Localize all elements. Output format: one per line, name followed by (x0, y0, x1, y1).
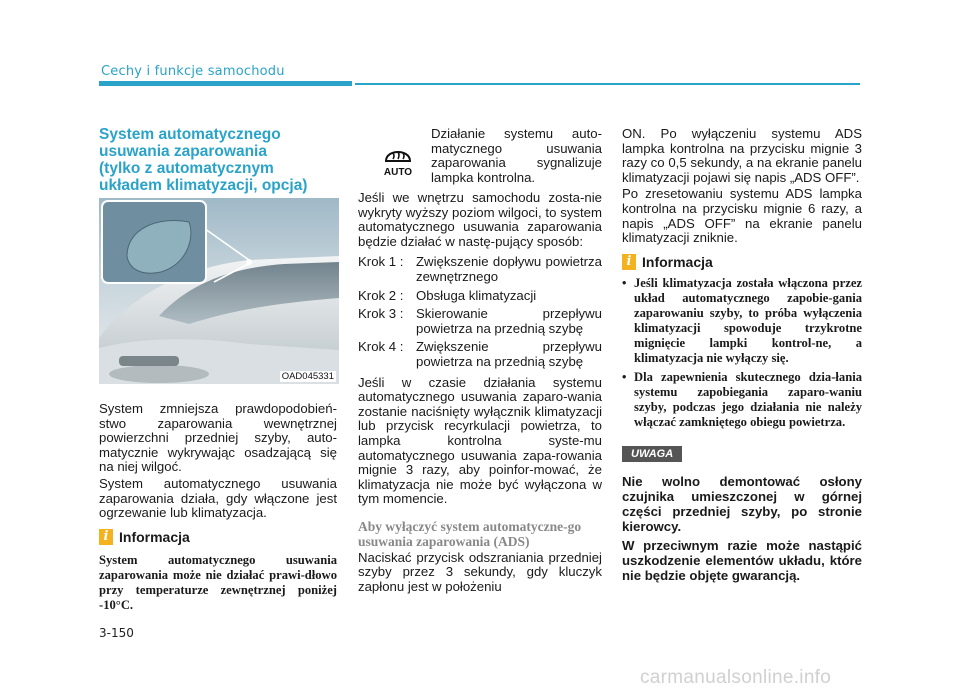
column-2-top (431, 127, 602, 185)
column-2 (358, 191, 602, 595)
paragraph: Naciskać przycisk odszraniania przedniej szyby przez 3 sekundy, gdy kluczyk zapłonu jest w położeniu (358, 549, 602, 595)
info-title: Informacja (642, 253, 713, 270)
paragraph: Jeśli we wnętrzu samochodu zosta-nie wykryty wyższy poziom wilgoci, to system automatycznego usuwania zaparowania będzie działać w nastę-pujący sposób: (358, 190, 602, 249)
step-label: Krok 3 : (358, 306, 404, 322)
watermark: carmanualsonline.info (640, 667, 832, 688)
section-heading-line: System automatycznego (99, 126, 281, 143)
section-heading-line: układem klimatyzacji, opcja) (99, 177, 308, 194)
step-item (358, 289, 602, 304)
info-icon: i (622, 254, 636, 270)
info-title: Informacja (119, 528, 190, 545)
section-heading (99, 126, 339, 194)
step-text: Obsługa klimatyzacji (416, 287, 537, 303)
info-text: System automatycznego usuwania zaparowania może nie działać prawi-dłowo przy temperaturze zewnętrznej poniżej -10°C. (99, 552, 337, 612)
sub-heading: Aby wyłączyć system automatyczne-go usuwania zaparowania (ADS) (358, 518, 582, 549)
warning-text: Nie wolno demontować osłony czujnika umieszczonej w górnej części przedniej szyby, po stronie kierowcy. (622, 473, 862, 534)
bullet-item: • Dla zapewnienia skutecznego dzia-łania systemu zapobiegania zaparo-waniu szyby, podczas jego działania nie należy włączać zamkniętego obiegu powietrza. (622, 369, 862, 429)
header-accent-bar (99, 81, 352, 86)
paragraph: Po zresetowaniu systemu ADS lampka kontrolna na przycisku mignie 6 razy, a napis „ADS OFF” na ekranie panelu klimatyzacji zniknie. (622, 186, 862, 246)
photo-caption: OAD045331 (281, 371, 334, 382)
car-illustration (99, 198, 339, 384)
steps-list (358, 255, 602, 369)
paragraph: Jeśli w czasie działania systemu automatycznego usuwania zaparo-wania zostanie naciśnięty wyłącznik klimatyzacji lub przycisk recyrkulacji powietrza, to lampka kontrolna syste-mu automatycznego usuwania zapa-rowania mignie 3 razy, aby poinfor-mować, że klimatyzacja nie może być wyłączona w tym momencie. (358, 374, 602, 507)
auto-defrost-icon (380, 141, 416, 179)
auto-icon-label: AUTO (383, 167, 413, 178)
bullet-item: • Jeśli klimatyzacja została włączona przez układ automatycznego zapobie-gania zaparowaniu szyby, to próba wyłączenia klimatyzacji spowoduje trzykrotne mignięcie lampki kontrol-ne, a klimatyzacja nie wyłączy się. (622, 275, 862, 365)
info-icon: i (99, 529, 113, 545)
paragraph: ON. Po wyłączeniu systemu ADS lampka kontrolna na przycisku mignie 3 razy co 0,5 sekundy, a na ekranie panelu klimatyzacji pojawi się napis „ADS OFF”. (622, 126, 862, 185)
step-label: Krok 4 : (358, 339, 404, 355)
bullet-text: Jeśli klimatyzacja została włączona przez układ automatycznego zapobie-gania zaparowaniu szyby, to próba wyłączenia klimatyzacji spowoduje trzykrotne mignięcie lampki kontrol-ne, a klimatyzacja nie wyłączy się. (634, 275, 862, 365)
step-text: Skierowanie przepływu powietrza na przednią szybę (416, 306, 602, 336)
column-1 (99, 402, 337, 613)
step-text: Zwiększenie dopływu powietrza zewnętrznego (416, 254, 602, 284)
info-bullets (622, 276, 862, 430)
car-sensor-photo (99, 198, 339, 384)
step-item (358, 340, 602, 369)
section-header-title: Cechy i funkcje samochodu (101, 64, 285, 79)
step-item (358, 307, 602, 336)
step-label: Krok 2 : (358, 287, 404, 303)
column-3 (622, 127, 862, 583)
warning-badge: UWAGA (622, 446, 682, 462)
bullet-text: Dla zapewnienia skutecznego dzia-łania systemu zapobiegania zaparo-waniu szyby, podczas jego działania nie należy włączać zamkniętego obiegu powietrza. (634, 369, 862, 429)
step-text: Zwiększenie przepływu powietrza na przednią szybę (416, 339, 602, 369)
header-rule (355, 83, 860, 85)
step-label: Krok 1 : (358, 254, 404, 270)
page-number: 3-150 (99, 626, 134, 640)
section-heading-line: usuwania zaparowania (99, 143, 267, 160)
paragraph: System automatycznego usuwania zaparowania działa, gdy włączone jest ogrzewanie lub klimatyzacja. (99, 475, 337, 521)
warning-text: W przeciwnym razie może nastąpić uszkodzenie elementów układu, które nie będzie objęte gwarancją. (622, 537, 862, 583)
step-item (358, 255, 602, 284)
info-heading (622, 254, 862, 270)
paragraph: System zmniejsza prawdopodobień-stwo zaparowania wewnętrznej powierzchni przedniej szyby, auto-matycznie wykrywając osadzającą się na niej wilgoć. (99, 401, 337, 475)
section-heading-line: (tylko z automatycznym (99, 160, 274, 177)
paragraph: Działanie systemu auto-matycznego usuwania zaparowania sygnalizuje lampka kontrolna. (431, 126, 602, 185)
info-heading (99, 529, 337, 545)
